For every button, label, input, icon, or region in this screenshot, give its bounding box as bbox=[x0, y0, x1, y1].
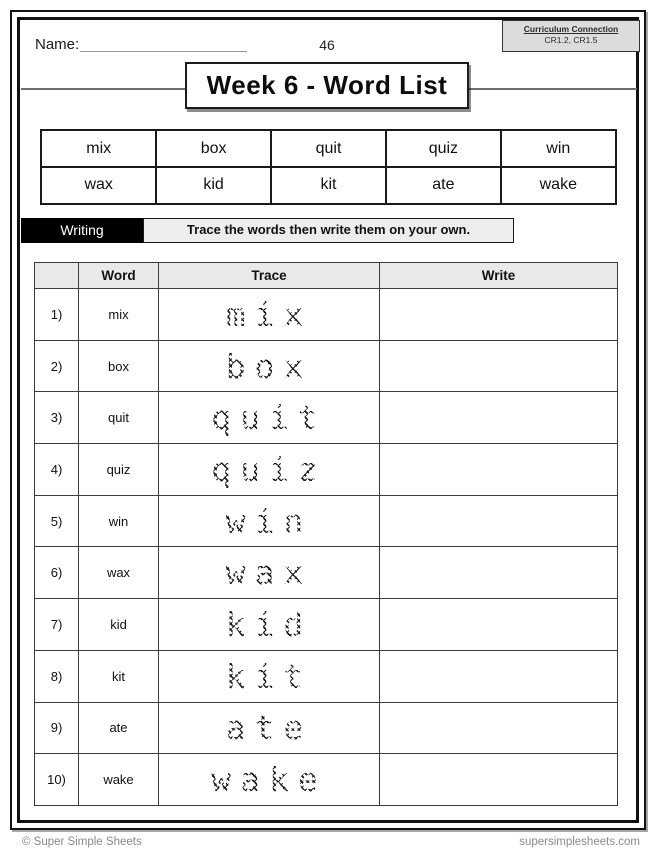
table-row bbox=[35, 392, 618, 444]
table-row bbox=[35, 650, 618, 702]
trace-cell[interactable] bbox=[159, 340, 380, 392]
trace-word-dotted: quiz bbox=[211, 449, 327, 489]
write-cell[interactable] bbox=[380, 340, 618, 392]
row-number: 4) bbox=[35, 444, 79, 496]
trace-cell[interactable] bbox=[159, 495, 380, 547]
trace-word-dotted: quit bbox=[211, 398, 327, 438]
table-header-cell: Trace bbox=[159, 263, 380, 289]
table-row bbox=[35, 495, 618, 547]
word-cell: kid bbox=[79, 599, 159, 651]
word-bank-cell: kid bbox=[157, 168, 270, 203]
table-row bbox=[35, 289, 618, 341]
table-row bbox=[35, 547, 618, 599]
word-cell: win bbox=[79, 495, 159, 547]
trace-write-table bbox=[34, 262, 618, 806]
word-bank-cell: wake bbox=[502, 168, 615, 203]
row-number: 3) bbox=[35, 392, 79, 444]
word-bank-cell: ate bbox=[387, 168, 500, 203]
word-cell: ate bbox=[79, 702, 159, 754]
word-cell: wax bbox=[79, 547, 159, 599]
row-number: 9) bbox=[35, 702, 79, 754]
word-cell: mix bbox=[79, 289, 159, 341]
trace-word-dotted: kit bbox=[225, 656, 313, 696]
trace-cell[interactable] bbox=[159, 444, 380, 496]
row-number: 7) bbox=[35, 599, 79, 651]
curriculum-codes: CR1.2, CR1.5 bbox=[544, 35, 598, 45]
word-bank-grid bbox=[40, 129, 617, 205]
trace-cell[interactable] bbox=[159, 392, 380, 444]
word-cell: quit bbox=[79, 392, 159, 444]
row-number: 6) bbox=[35, 547, 79, 599]
table-header-row bbox=[35, 263, 618, 289]
write-cell[interactable] bbox=[380, 495, 618, 547]
table-header-cell: Word bbox=[79, 263, 159, 289]
trace-cell[interactable] bbox=[159, 289, 380, 341]
trace-word-dotted: win bbox=[225, 501, 313, 541]
trace-word-dotted: wax bbox=[225, 553, 313, 593]
trace-cell[interactable] bbox=[159, 650, 380, 702]
write-cell[interactable] bbox=[380, 444, 618, 496]
table-row bbox=[35, 599, 618, 651]
curriculum-connection-box bbox=[502, 20, 640, 52]
row-number: 8) bbox=[35, 650, 79, 702]
website-link[interactable]: supersimplesheets.com bbox=[519, 836, 640, 848]
row-number: 1) bbox=[35, 289, 79, 341]
writing-instruction: Trace the words then write them on your own. bbox=[143, 218, 514, 243]
write-cell[interactable] bbox=[380, 754, 618, 806]
word-bank-cell: win bbox=[502, 131, 615, 166]
trace-word-dotted: wake bbox=[211, 760, 327, 800]
row-number: 10) bbox=[35, 754, 79, 806]
word-bank-cell: wax bbox=[42, 168, 155, 203]
word-bank-cell: quiz bbox=[387, 131, 500, 166]
word-bank-cell: kit bbox=[272, 168, 385, 203]
row-number: 5) bbox=[35, 495, 79, 547]
copyright-text: © Super Simple Sheets bbox=[22, 836, 142, 848]
table-header-cell: Write bbox=[380, 263, 618, 289]
page-number: 46 bbox=[319, 37, 335, 53]
row-number: 2) bbox=[35, 340, 79, 392]
write-cell[interactable] bbox=[380, 289, 618, 341]
word-cell: box bbox=[79, 340, 159, 392]
name-input-line[interactable] bbox=[80, 34, 247, 52]
trace-cell[interactable] bbox=[159, 547, 380, 599]
word-cell: wake bbox=[79, 754, 159, 806]
table-row bbox=[35, 702, 618, 754]
word-bank-cell: mix bbox=[42, 131, 155, 166]
trace-word-dotted: ate bbox=[225, 708, 313, 748]
name-label: Name: bbox=[35, 36, 80, 53]
page-title: Week 6 - Word List bbox=[206, 70, 448, 100]
table-header-cell bbox=[35, 263, 79, 289]
word-bank-cell: box bbox=[157, 131, 270, 166]
table-row bbox=[35, 754, 618, 806]
trace-cell[interactable] bbox=[159, 702, 380, 754]
trace-word-dotted: box bbox=[225, 346, 313, 386]
write-cell[interactable] bbox=[380, 650, 618, 702]
table-row bbox=[35, 444, 618, 496]
trace-word-dotted: mix bbox=[225, 294, 313, 334]
write-cell[interactable] bbox=[380, 392, 618, 444]
trace-cell[interactable] bbox=[159, 599, 380, 651]
word-cell: quiz bbox=[79, 444, 159, 496]
trace-cell[interactable] bbox=[159, 754, 380, 806]
word-cell: kit bbox=[79, 650, 159, 702]
word-bank-cell: quit bbox=[272, 131, 385, 166]
trace-word-dotted: kid bbox=[225, 604, 313, 644]
write-cell[interactable] bbox=[380, 702, 618, 754]
write-cell[interactable] bbox=[380, 599, 618, 651]
curriculum-title: Curriculum Connection bbox=[523, 24, 619, 34]
table-row bbox=[35, 340, 618, 392]
writing-section-label: Writing bbox=[21, 218, 143, 243]
worksheet-title-box bbox=[185, 62, 469, 109]
write-cell[interactable] bbox=[380, 547, 618, 599]
